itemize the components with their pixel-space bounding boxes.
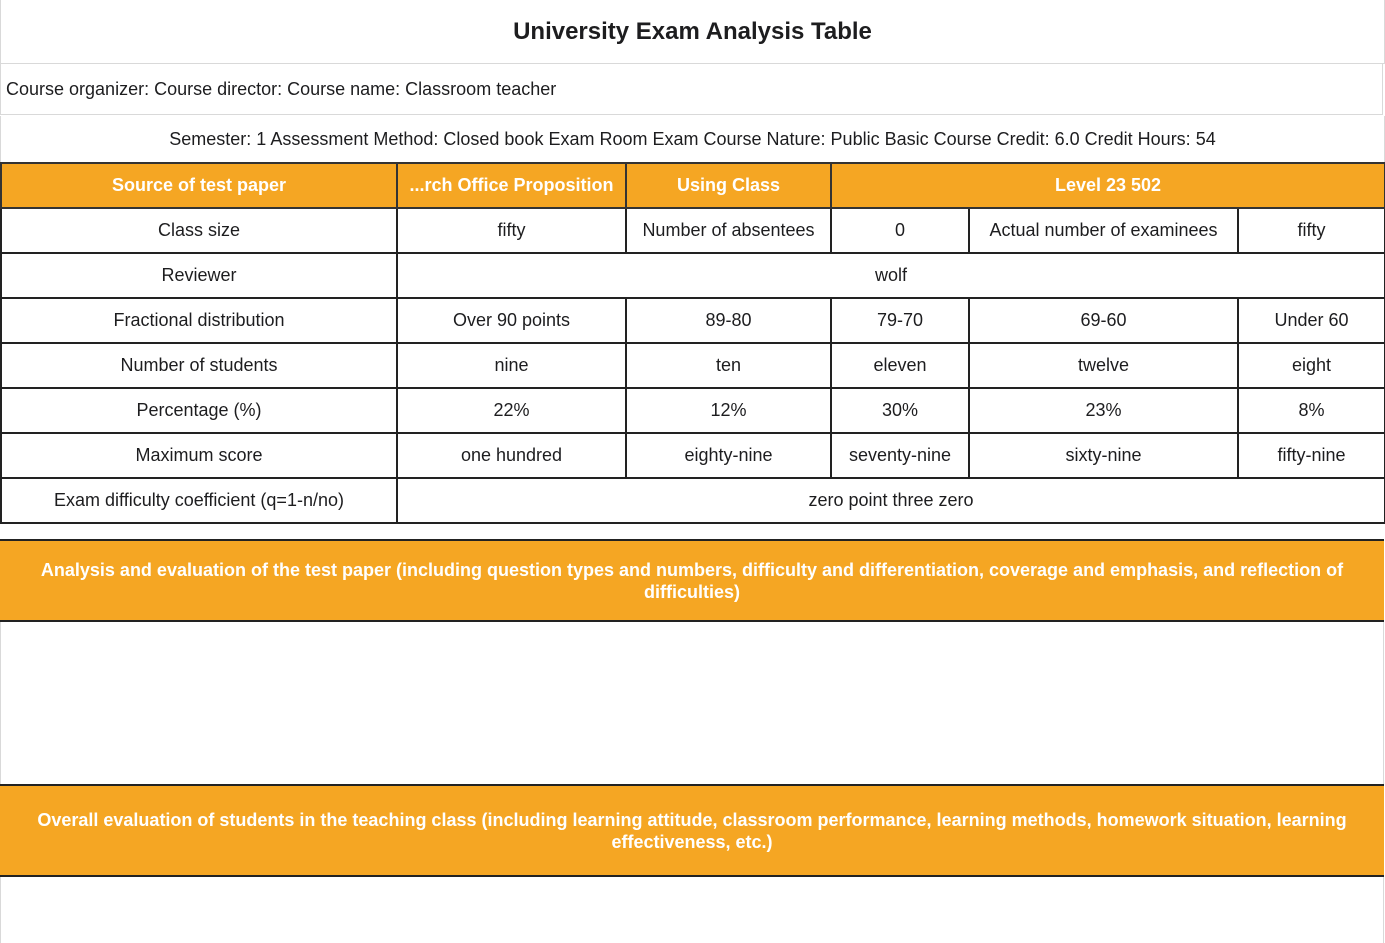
max-score-value: eighty-nine xyxy=(626,433,831,478)
source-value: ...rch Office Proposition xyxy=(397,163,626,208)
table-row xyxy=(1,208,1385,253)
source-label: Source of test paper xyxy=(1,163,397,208)
class-size-value: fifty xyxy=(397,208,626,253)
percentage-value: 23% xyxy=(969,388,1238,433)
percentage-value: 30% xyxy=(831,388,969,433)
percentage-value: 12% xyxy=(626,388,831,433)
class-size-label: Class size xyxy=(1,208,397,253)
percentage-label: Percentage (%) xyxy=(1,388,397,433)
actual-examinees-value: fifty xyxy=(1238,208,1385,253)
students-value: ten xyxy=(626,343,831,388)
max-score-value: one hundred xyxy=(397,433,626,478)
course-info-line: Course organizer: Course director: Course name: Classroom teacher xyxy=(0,64,1383,115)
students-value: eleven xyxy=(831,343,969,388)
table-row xyxy=(1,388,1385,433)
percentage-value: 22% xyxy=(397,388,626,433)
reviewer-value: wolf xyxy=(397,253,1385,298)
students-value: twelve xyxy=(969,343,1238,388)
evaluation-text-area[interactable] xyxy=(0,877,1384,943)
percentage-value: 8% xyxy=(1238,388,1385,433)
actual-examinees-label: Actual number of examinees xyxy=(969,208,1238,253)
students-label: Number of students xyxy=(1,343,397,388)
max-score-value: sixty-nine xyxy=(969,433,1238,478)
table-row xyxy=(1,253,1385,298)
analysis-text-area[interactable] xyxy=(0,622,1384,784)
difficulty-value: zero point three zero xyxy=(397,478,1385,523)
table-row xyxy=(1,343,1385,388)
semester-info-line: Semester: 1 Assessment Method: Closed book Exam Room Exam Course Nature: Public Basic Course Credit: 6.0 Credit Hours: 54 xyxy=(0,116,1385,162)
absentees-value: 0 xyxy=(831,208,969,253)
page-title: University Exam Analysis Table xyxy=(0,0,1385,64)
reviewer-label: Reviewer xyxy=(1,253,397,298)
analysis-table xyxy=(0,162,1385,524)
distribution-band: Under 60 xyxy=(1238,298,1385,343)
distribution-band: 69-60 xyxy=(969,298,1238,343)
analysis-heading: Analysis and evaluation of the test paper (including question types and numbers, difficulty and differentiation, coverage and emphasis, and reflection of difficulties) xyxy=(0,539,1384,622)
distribution-band: Over 90 points xyxy=(397,298,626,343)
students-value: nine xyxy=(397,343,626,388)
max-score-value: seventy-nine xyxy=(831,433,969,478)
table-row xyxy=(1,298,1385,343)
distribution-label: Fractional distribution xyxy=(1,298,397,343)
max-score-value: fifty-nine xyxy=(1238,433,1385,478)
distribution-band: 89-80 xyxy=(626,298,831,343)
class-value: Level 23 502 xyxy=(831,163,1385,208)
table-header-row xyxy=(1,163,1385,208)
evaluation-heading: Overall evaluation of students in the teaching class (including learning attitude, classroom performance, learning methods, homework situation, learning effectiveness, etc.) xyxy=(0,784,1384,877)
students-value: eight xyxy=(1238,343,1385,388)
difficulty-label: Exam difficulty coefficient (q=1-n/no) xyxy=(1,478,397,523)
absentees-label: Number of absentees xyxy=(626,208,831,253)
table-row xyxy=(1,433,1385,478)
table-row xyxy=(1,478,1385,523)
distribution-band: 79-70 xyxy=(831,298,969,343)
max-score-label: Maximum score xyxy=(1,433,397,478)
class-label: Using Class xyxy=(626,163,831,208)
